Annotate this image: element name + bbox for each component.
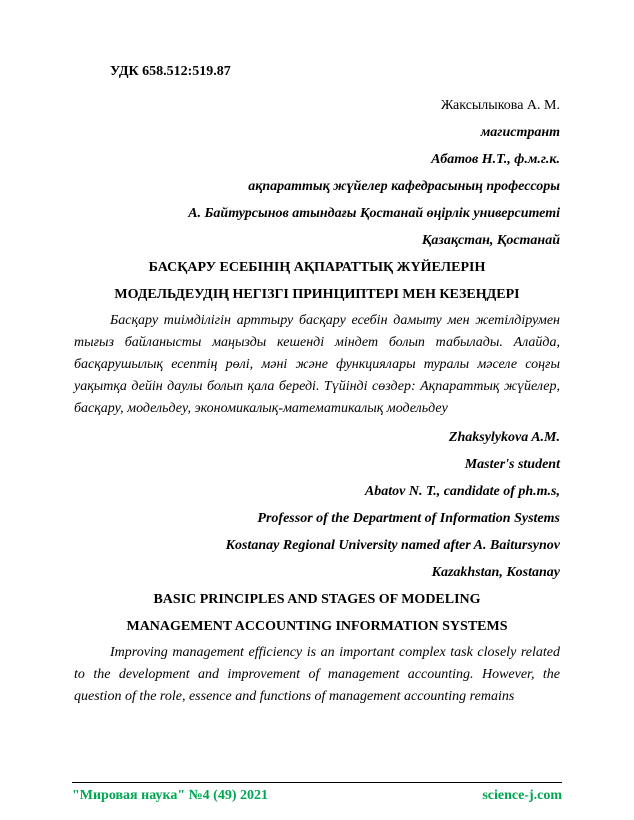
coauthor-role-en: Professor of the Department of Information Systems	[257, 511, 560, 526]
author-name-en: Zhaksylykova A.M.	[448, 430, 560, 445]
affiliation-en: Kostanay Regional University named after A. Baitursynov	[225, 538, 560, 553]
location-kz: Қазақстан, Қостанай	[421, 233, 560, 248]
authors-block-en	[74, 424, 560, 586]
article-title-kz	[74, 254, 560, 308]
affiliation-kz: А. Байтурсынов атындағы Қостанай өңірлік университеті	[188, 206, 560, 221]
coauthor-name-en: Abatov N. T., candidate of ph.m.s,	[364, 484, 560, 499]
article-title-kz-line1: БАСҚАРУ ЕСЕБІНІҢ АҚПАРАТТЫҚ ЖҮЙЕЛЕРІН	[148, 260, 486, 275]
author-role-en: Master's student	[464, 457, 560, 472]
footer-site: science-j.com	[482, 788, 562, 803]
author-name-kz: Жаксылыкова А. М.	[440, 98, 560, 113]
authors-block-kz	[74, 92, 560, 254]
article-title-en	[74, 586, 560, 640]
article-title-kz-line2: МОДЕЛЬДЕУДІҢ НЕГІЗГІ ПРИНЦИПТЕРІ МЕН КЕЗЕҢДЕРІ	[114, 287, 520, 302]
page-footer	[72, 782, 562, 804]
coauthor-name-kz: Абатов Н.Т., ф.м.г.к.	[431, 152, 560, 167]
author-role-kz: магистрант	[480, 125, 560, 140]
udk-code: УДК 658.512:519.87	[110, 64, 231, 79]
article-title-en-line1: BASIC PRINCIPLES AND STAGES OF MODELING	[153, 592, 481, 607]
footer-journal: "Мировая наука" №4 (49) 2021	[72, 788, 268, 803]
location-en: Kazakhstan, Kostanay	[431, 565, 560, 580]
abstract-kz: Басқару тиімділігін арттыру басқару есебін дамыту мен жетілдірумен тығыз байланысты маңызды кешенді міндет болып табылады. Алайда, басқарушылық есептің рөлі, мәні және функциялары туралы мәселе соңғы уақытқа дейін даулы болып қала береді. Түйінді сөздер: Ақпараттық жүйелер, басқару, модельдеу, экономикалық-математикалық модельдеу	[74, 313, 560, 416]
coauthor-role-kz: ақпараттық жүйелер кафедрасының профессоры	[248, 179, 560, 194]
article-title-en-line2: MANAGEMENT ACCOUNTING INFORMATION SYSTEMS	[126, 619, 508, 634]
abstract-en: Improving management efficiency is an important complex task closely related to the development and improvement of management accounting. However, the question of the role, essence and functions of management accounting remains	[74, 645, 560, 704]
